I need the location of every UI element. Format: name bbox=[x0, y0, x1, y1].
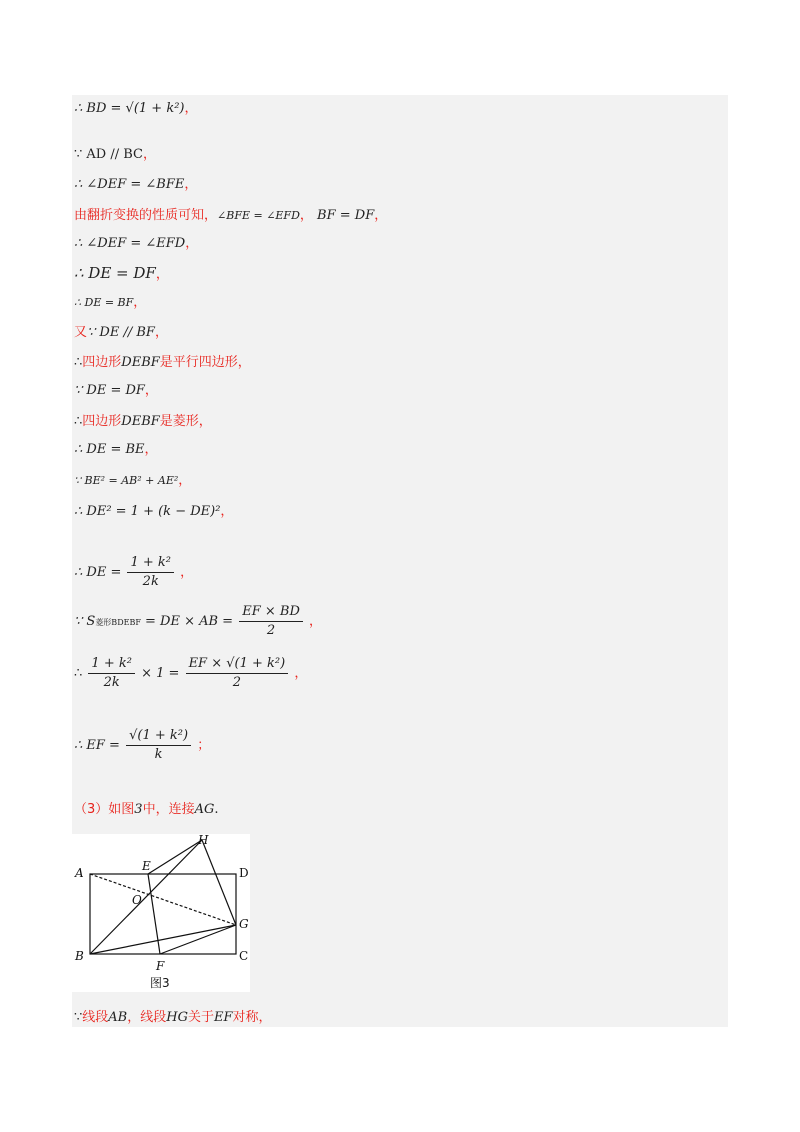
figure-svg bbox=[72, 834, 250, 992]
fraction-right: $\frac{\text{EF × √(1 + k²)}}{2}$ bbox=[186, 656, 289, 691]
line-fold-property: 由翻折变换的性质可知，∠BFE = ∠EFD， BF = DF， bbox=[74, 208, 388, 223]
fraction-ef: $\frac{\text{√(1 + k²)}}{k}$ bbox=[126, 728, 191, 763]
figure-caption: 图3 bbox=[150, 976, 170, 990]
segment-bh bbox=[90, 840, 202, 954]
line-de-bf: ∴ DE = BF， bbox=[74, 295, 147, 310]
label-e: E bbox=[142, 859, 151, 873]
geometry-figure-3 bbox=[72, 834, 250, 992]
segment-ag-dashed bbox=[90, 874, 236, 925]
label-g: G bbox=[239, 917, 249, 931]
segment-hg bbox=[202, 840, 236, 925]
line-ef-value: ∴ EF = $\frac{\text{√(1 + k²)}}{k}$ ； bbox=[74, 728, 211, 762]
line-de-df-2: ∵ DE = DF， bbox=[74, 383, 158, 398]
line-area-equation: ∴ $\frac{\text{1 + k²}}{2k}$ × 1 = $\frac{\text{EF × √(1 + k²)}}{2}$ ， bbox=[74, 656, 308, 690]
line-bd: ∴ BD = √(1 + k²)， bbox=[74, 101, 198, 116]
line-parallelogram: ∴四边形DEBF是平行四边形， bbox=[74, 355, 251, 370]
line-de-df: ∴ DE = DF， bbox=[74, 264, 169, 282]
line-angle-def-bfe: ∴ ∠DEF = ∠BFE， bbox=[74, 177, 198, 192]
line-ad-parallel: ∵ AD // BC， bbox=[74, 147, 156, 162]
label-a: A bbox=[75, 866, 84, 880]
line-de-parallel-bf: 又∵ DE // BF， bbox=[74, 325, 168, 340]
segment-fg bbox=[160, 925, 236, 954]
line-symmetry: ∵线段AB，线段HG关于EF对称， bbox=[74, 1010, 272, 1025]
label-d: D bbox=[239, 866, 249, 880]
line-rhombus: ∴四边形DEBF是菱形， bbox=[74, 414, 212, 429]
rectangle-abcd bbox=[90, 874, 236, 954]
segment-bg bbox=[90, 925, 236, 954]
segment-eh bbox=[148, 840, 202, 874]
line-de-be: ∴ DE = BE， bbox=[74, 442, 158, 457]
line-pythagoras: ∵ BE² = AB² + AE²， bbox=[74, 473, 192, 488]
label-b: B bbox=[75, 949, 84, 963]
label-c: C bbox=[239, 949, 249, 963]
fraction-left: $\frac{\text{1 + k²}}{2k}$ bbox=[88, 656, 135, 691]
fraction-de: $\frac{\text{1 + k²}}{2k}$ bbox=[127, 555, 174, 590]
label-o: O bbox=[132, 893, 142, 907]
label-h: H bbox=[198, 834, 209, 847]
fraction-area: $\frac{EF \times BD}{2}$ bbox=[239, 604, 303, 639]
line-de-value: ∴ DE = $\frac{\text{1 + k²}}{2k}$ ， bbox=[74, 555, 194, 589]
line-angle-def-efd: ∴ ∠DEF = ∠EFD， bbox=[74, 236, 199, 251]
label-f: F bbox=[156, 959, 165, 973]
line-part-3: （3）如图3中，连接AG. bbox=[74, 802, 219, 817]
line-de-squared: ∴ DE² = 1 + (k − DE)²， bbox=[74, 504, 234, 519]
line-area: ∵ S菱形BDEBF = DE × AB = $\frac{EF \times BD}{2}$ ， bbox=[74, 604, 323, 638]
